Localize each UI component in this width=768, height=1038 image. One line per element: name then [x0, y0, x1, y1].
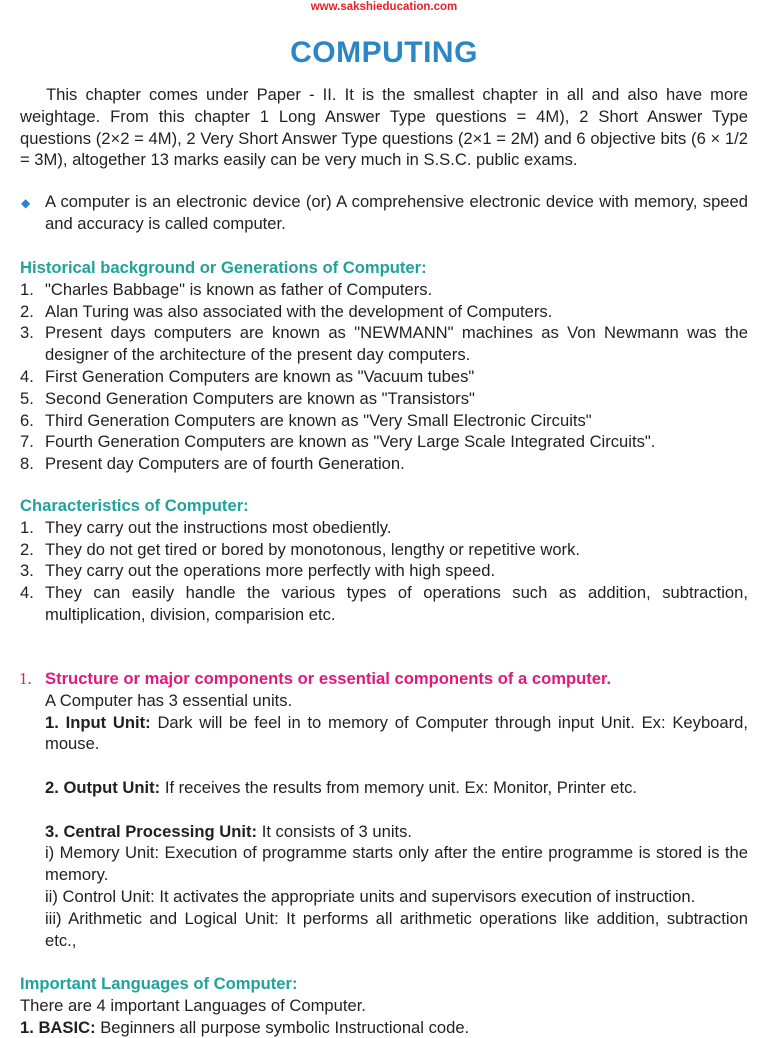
list-item: 3. Present days computers are known as "NEWMANN" machines as Von Newmann was the designer of the architecture of the present day computers.	[20, 323, 748, 365]
characteristics-list	[20, 517, 748, 626]
page-title: COMPUTING	[290, 36, 478, 69]
input-unit: 1. Input Unit: Dark will be feel in to memory of Computer through input Unit. Ex: Keyboard, mouse.	[45, 712, 748, 754]
languages-intro: There are 4 important Languages of Computer.	[20, 995, 366, 1015]
intro-paragraph: This chapter comes under Paper - II. It is the smallest chapter in all and also have more weightage. From this chapter 1 Long Answer Type questions = 4M), 2 Short Answer Type questions (2×2 = 4M), 2 Very Short Answer Type questions (2×1 = 2M) and 6 objective bits (6 × 1/2 = 3M), altogether 13 marks easily can be very much in S.S.C. public exams.	[20, 85, 748, 170]
memory-unit: i) Memory Unit: Execution of programme starts only after the entire programme is stored is the memory.	[45, 843, 748, 885]
list-item: 5. Second Generation Computers are known as "Transistors"	[20, 388, 475, 408]
definition-bullet	[20, 191, 748, 235]
structure-intro: A Computer has 3 essential units.	[45, 690, 293, 710]
list-item: 2. They do not get tired or bored by monotonous, lengthy or repetitive work.	[20, 539, 580, 559]
list-item: 4. They can easily handle the various types of operations such as addition, subtraction, multiplication, division, comparision etc.	[20, 583, 748, 624]
list-item: 2. Alan Turing was also associated with the development of Computers.	[20, 301, 553, 321]
list-item: 8. Present day Computers are of fourth Generation.	[20, 454, 405, 474]
characteristics-heading: Characteristics of Computer:	[20, 496, 249, 515]
history-section	[20, 257, 748, 475]
languages-section	[20, 973, 748, 1038]
list-item: 6. Third Generation Computers are known as "Very Small Electronic Circuits"	[20, 410, 592, 430]
structure-section	[20, 668, 748, 951]
list-item: 3. They carry out the operations more perfectly with high speed.	[20, 561, 496, 581]
structure-heading: Structure or major components or essential components of a computer.	[45, 669, 612, 688]
list-item: 4. First Generation Computers are known as "Vacuum tubes"	[20, 366, 475, 386]
list-item: 7. Fourth Generation Computers are known as "Very Large Scale Integrated Circuits".	[20, 432, 656, 452]
definition-text: A computer is an electronic device (or) A comprehensive electronic device with memory, speed and accuracy is called computer.	[45, 192, 748, 233]
list-item: 1. They carry out the instructions most obediently.	[20, 517, 392, 537]
control-unit: ii) Control Unit: It activates the appropriate units and supervisors execution of instruction.	[45, 886, 696, 906]
characteristics-section	[20, 495, 748, 626]
languages-heading: Important Languages of Computer:	[20, 974, 298, 993]
output-unit: 2. Output Unit: If receives the results from memory unit. Ex: Monitor, Printer etc.	[45, 777, 637, 797]
list-item: 1. "Charles Babbage" is known as father of Computers.	[20, 279, 433, 299]
history-list	[20, 279, 748, 475]
site-url[interactable]: www.sakshieducation.com	[310, 1, 458, 13]
diamond-bullet-icon: ◆	[21, 196, 31, 210]
history-heading: Historical background or Generations of Computer:	[20, 258, 427, 277]
alu-unit: iii) Arithmetic and Logical Unit: It performs all arithmetic operations like addition, subtraction etc.,	[45, 908, 748, 950]
structure-number: 1.	[19, 669, 32, 688]
cpu-unit: 3. Central Processing Unit: It consists of 3 units.	[45, 821, 413, 841]
language-basic: 1. BASIC: Beginners all purpose symbolic Instructional code.	[20, 1017, 470, 1037]
